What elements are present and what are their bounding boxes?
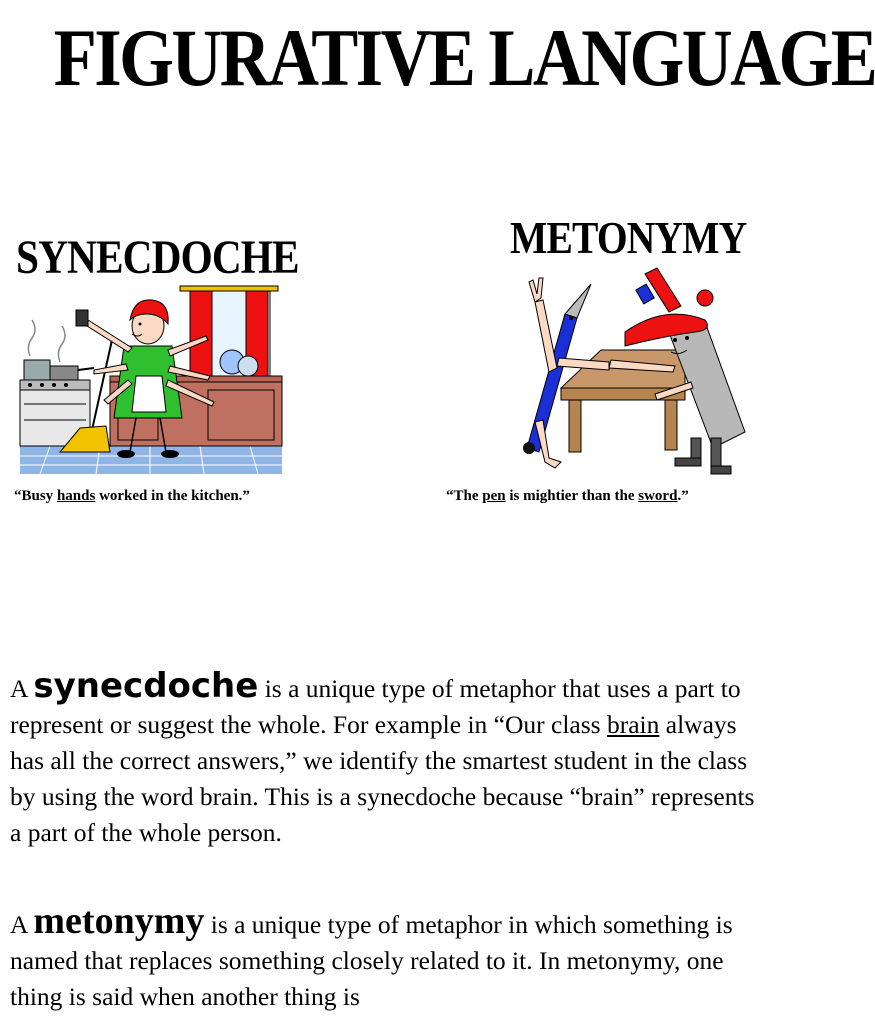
- synecdoche-heading: SYNECDOCHE: [16, 231, 299, 284]
- caption-underlined-word: hands: [56, 488, 96, 504]
- metonymy-heading: METONYMY: [510, 212, 747, 263]
- definition-underlined-word: brain: [606, 710, 660, 739]
- metonymy-caption: “The pen is mightier than the sword.”: [446, 488, 689, 504]
- page-title: FIGURATIVE LANGUAGE: [53, 12, 875, 103]
- synecdoche-caption: “Busy hands worked in the kitchen.”: [14, 488, 250, 504]
- metonymy-term: metonymy: [33, 900, 205, 942]
- caption-underlined-word: pen: [482, 488, 506, 504]
- caption-underlined-word: sword: [638, 488, 678, 504]
- synecdoche-definition: A synecdoche is a unique type of metaphor that uses a part to represent or suggest the whole. For example in “Our class brain always has all the correct answers,” we identify the smartest student in the class by using the word brain. This is a synecdoche because “brain” represents a part of the whole person.: [10, 666, 755, 847]
- metonymy-definition: A metonymy is a unique type of metaphor in which something is named that replaces something closely related to it. In metonymy, one thing is said when another thing is: [10, 900, 733, 1011]
- synecdoche-term: synecdoche: [33, 666, 259, 706]
- kitchen-multi-armed-woman-icon: [20, 280, 282, 474]
- pen-vs-sword-arm-wrestle-icon: [505, 262, 755, 478]
